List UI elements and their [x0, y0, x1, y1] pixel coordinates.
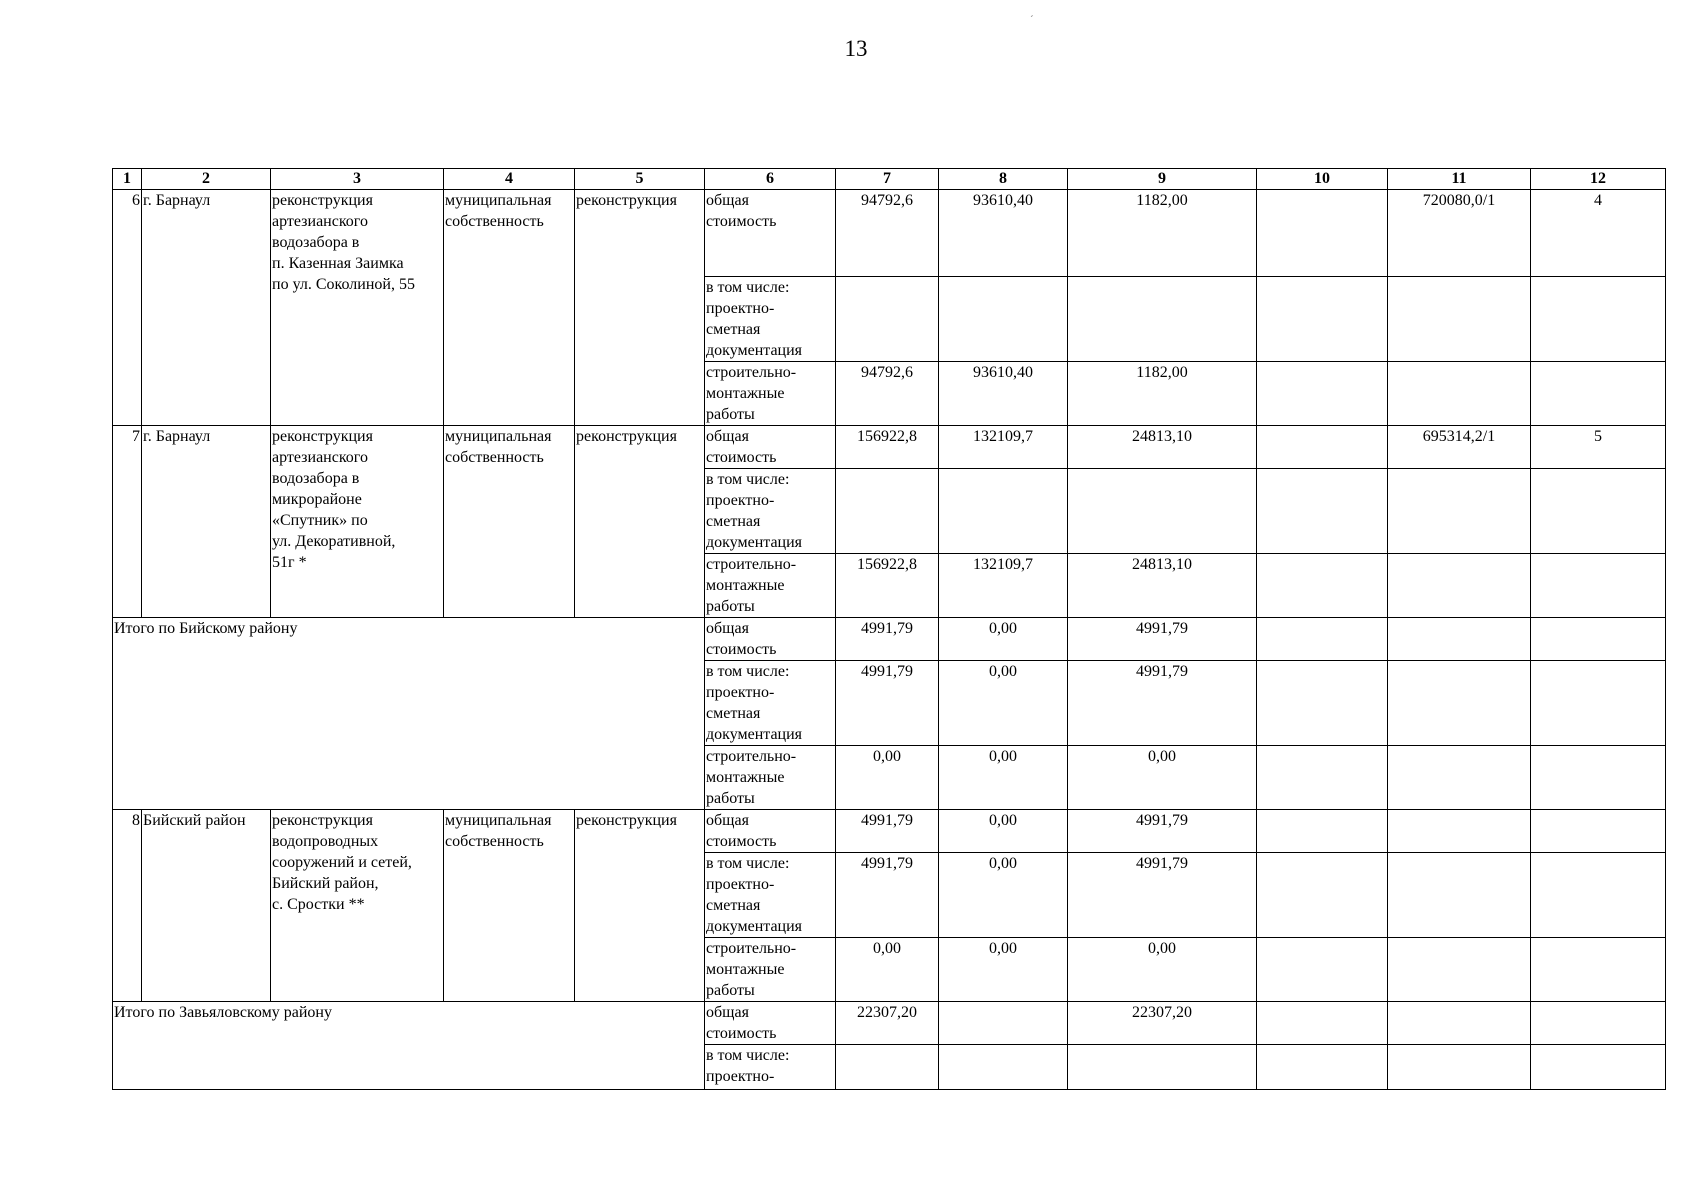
- row-object: реконструкция артезианского водозабора в микрорайоне «Спутник» по ул. Декоративной, 51г *: [271, 426, 444, 618]
- cell-col7: 22307,20: [836, 1002, 939, 1045]
- col-header-1: 1: [113, 169, 142, 190]
- cell-col10: [1257, 938, 1388, 1002]
- cell-col8: 93610,40: [939, 362, 1068, 426]
- table-row: [113, 810, 1666, 853]
- col-header-8: 8: [939, 169, 1068, 190]
- table-row: [113, 618, 1666, 661]
- cost-label-design: в том числе: проектно- сметная документация: [705, 661, 836, 746]
- cell-col10: [1257, 661, 1388, 746]
- cell-col7: [836, 469, 939, 554]
- cell-col11: [1388, 1002, 1531, 1045]
- cell-col12: [1531, 469, 1666, 554]
- cost-label-construction: строительно- монтажные работы: [705, 938, 836, 1002]
- cell-col11: [1388, 746, 1531, 810]
- cell-col8: [939, 277, 1068, 362]
- cell-col8: 0,00: [939, 746, 1068, 810]
- cell-col7: 0,00: [836, 746, 939, 810]
- col-header-4: 4: [444, 169, 575, 190]
- table-row: [113, 1002, 1666, 1045]
- cell-col12: 5: [1531, 426, 1666, 469]
- col-header-6: 6: [705, 169, 836, 190]
- row-ownership: муниципальная собственность: [444, 810, 575, 1002]
- cell-col11: [1388, 1045, 1531, 1090]
- cell-col11: [1388, 362, 1531, 426]
- cost-label-construction: строительно- монтажные работы: [705, 554, 836, 618]
- investment-table: [112, 168, 1666, 1090]
- cell-col7: 4991,79: [836, 810, 939, 853]
- col-header-9: 9: [1068, 169, 1257, 190]
- cell-col7: 156922,8: [836, 554, 939, 618]
- cost-label-construction: строительно- монтажные работы: [705, 362, 836, 426]
- cell-col8: 93610,40: [939, 190, 1068, 277]
- cell-col7: 4991,79: [836, 618, 939, 661]
- cell-col12: [1531, 362, 1666, 426]
- cost-label-design: в том числе: проектно- сметная документация: [705, 277, 836, 362]
- cell-col11: [1388, 810, 1531, 853]
- cell-col10: [1257, 554, 1388, 618]
- scan-speck: ˊ: [1030, 14, 1034, 26]
- col-header-11: 11: [1388, 169, 1531, 190]
- col-header-12: 12: [1531, 169, 1666, 190]
- cell-col11: 720080,0/1: [1388, 190, 1531, 277]
- row-number: 8: [113, 810, 142, 1002]
- cell-col10: [1257, 1002, 1388, 1045]
- cell-col12: 4: [1531, 190, 1666, 277]
- cell-col11: [1388, 938, 1531, 1002]
- cell-col10: [1257, 426, 1388, 469]
- cell-col7: [836, 277, 939, 362]
- cell-col9: 0,00: [1068, 746, 1257, 810]
- cell-col8: 0,00: [939, 853, 1068, 938]
- col-header-7: 7: [836, 169, 939, 190]
- cell-col10: [1257, 746, 1388, 810]
- cell-col7: 4991,79: [836, 661, 939, 746]
- cell-col11: [1388, 853, 1531, 938]
- col-header-5: 5: [575, 169, 705, 190]
- cell-col9: 4991,79: [1068, 618, 1257, 661]
- cost-label-design-partial: в том числе: проектно-: [705, 1045, 836, 1090]
- cell-col7: [836, 1045, 939, 1090]
- row-object: реконструкция артезианского водозабора в п. Казенная Заимка по ул. Соколиной, 55: [271, 190, 444, 426]
- cell-col10: [1257, 190, 1388, 277]
- cell-col8: [939, 1045, 1068, 1090]
- cell-col12: [1531, 810, 1666, 853]
- cell-col8: [939, 1002, 1068, 1045]
- cell-col10: [1257, 853, 1388, 938]
- cell-col11: [1388, 554, 1531, 618]
- cell-col9: 4991,79: [1068, 853, 1257, 938]
- row-ownership: муниципальная собственность: [444, 190, 575, 426]
- cell-col7: 156922,8: [836, 426, 939, 469]
- cell-col9: 4991,79: [1068, 810, 1257, 853]
- cell-col10: [1257, 277, 1388, 362]
- cell-col7: 94792,6: [836, 362, 939, 426]
- cell-col12: [1531, 853, 1666, 938]
- cell-col11: [1388, 661, 1531, 746]
- col-header-2: 2: [142, 169, 271, 190]
- cell-col12: [1531, 277, 1666, 362]
- cost-label-total: общая стоимость: [705, 190, 836, 277]
- cell-col9: 22307,20: [1068, 1002, 1257, 1045]
- subtotal-title: Итого по Завьяловскому району: [113, 1002, 705, 1090]
- cost-label-design: в том числе: проектно- сметная документация: [705, 853, 836, 938]
- row-ownership: муниципальная собственность: [444, 426, 575, 618]
- cell-col7: 4991,79: [836, 853, 939, 938]
- cell-col7: 94792,6: [836, 190, 939, 277]
- cell-col12: [1531, 938, 1666, 1002]
- cost-label-total: общая стоимость: [705, 1002, 836, 1045]
- cell-col8: 0,00: [939, 938, 1068, 1002]
- cost-label-total: общая стоимость: [705, 810, 836, 853]
- row-location: г. Барнаул: [142, 426, 271, 618]
- cell-col8: [939, 469, 1068, 554]
- cell-col8: 0,00: [939, 810, 1068, 853]
- cell-col12: [1531, 554, 1666, 618]
- cell-col9: 0,00: [1068, 938, 1257, 1002]
- cell-col9: [1068, 277, 1257, 362]
- cell-col10: [1257, 1045, 1388, 1090]
- cell-col7: 0,00: [836, 938, 939, 1002]
- row-object: реконструкция водопроводных сооружений и сетей, Бийский район, с. Сростки **: [271, 810, 444, 1002]
- col-header-3: 3: [271, 169, 444, 190]
- cell-col9: 24813,10: [1068, 554, 1257, 618]
- cell-col9: 4991,79: [1068, 661, 1257, 746]
- cell-col12: [1531, 618, 1666, 661]
- cell-col9: [1068, 469, 1257, 554]
- cell-col8: 0,00: [939, 661, 1068, 746]
- cell-col10: [1257, 469, 1388, 554]
- table-row: [113, 426, 1666, 469]
- cell-col9: 1182,00: [1068, 362, 1257, 426]
- row-work-type: реконструкция: [575, 426, 705, 618]
- cell-col11: 695314,2/1: [1388, 426, 1531, 469]
- row-work-type: реконструкция: [575, 810, 705, 1002]
- cost-label-total: общая стоимость: [705, 426, 836, 469]
- row-number: 7: [113, 426, 142, 618]
- cell-col12: [1531, 661, 1666, 746]
- cell-col9: [1068, 1045, 1257, 1090]
- cost-label-total: общая стоимость: [705, 618, 836, 661]
- cell-col12: [1531, 1002, 1666, 1045]
- cell-col8: 132109,7: [939, 426, 1068, 469]
- page-number: 13: [844, 36, 868, 61]
- row-number: 6: [113, 190, 142, 426]
- cell-col10: [1257, 362, 1388, 426]
- cell-col8: 0,00: [939, 618, 1068, 661]
- cell-col11: [1388, 469, 1531, 554]
- cell-col10: [1257, 810, 1388, 853]
- cell-col11: [1388, 277, 1531, 362]
- cell-col9: 1182,00: [1068, 190, 1257, 277]
- cell-col11: [1388, 618, 1531, 661]
- subtotal-title: Итого по Бийскому району: [113, 618, 705, 810]
- row-location: г. Барнаул: [142, 190, 271, 426]
- cell-col12: [1531, 1045, 1666, 1090]
- cell-col9: 24813,10: [1068, 426, 1257, 469]
- row-work-type: реконструкция: [575, 190, 705, 426]
- cell-col12: [1531, 746, 1666, 810]
- row-location: Бийский район: [142, 810, 271, 1002]
- col-header-10: 10: [1257, 169, 1388, 190]
- cost-label-design: в том числе: проектно- сметная документация: [705, 469, 836, 554]
- cell-col8: 132109,7: [939, 554, 1068, 618]
- table-row: [113, 190, 1666, 277]
- cell-col10: [1257, 618, 1388, 661]
- cost-label-construction: строительно- монтажные работы: [705, 746, 836, 810]
- column-header-row: [113, 169, 1666, 190]
